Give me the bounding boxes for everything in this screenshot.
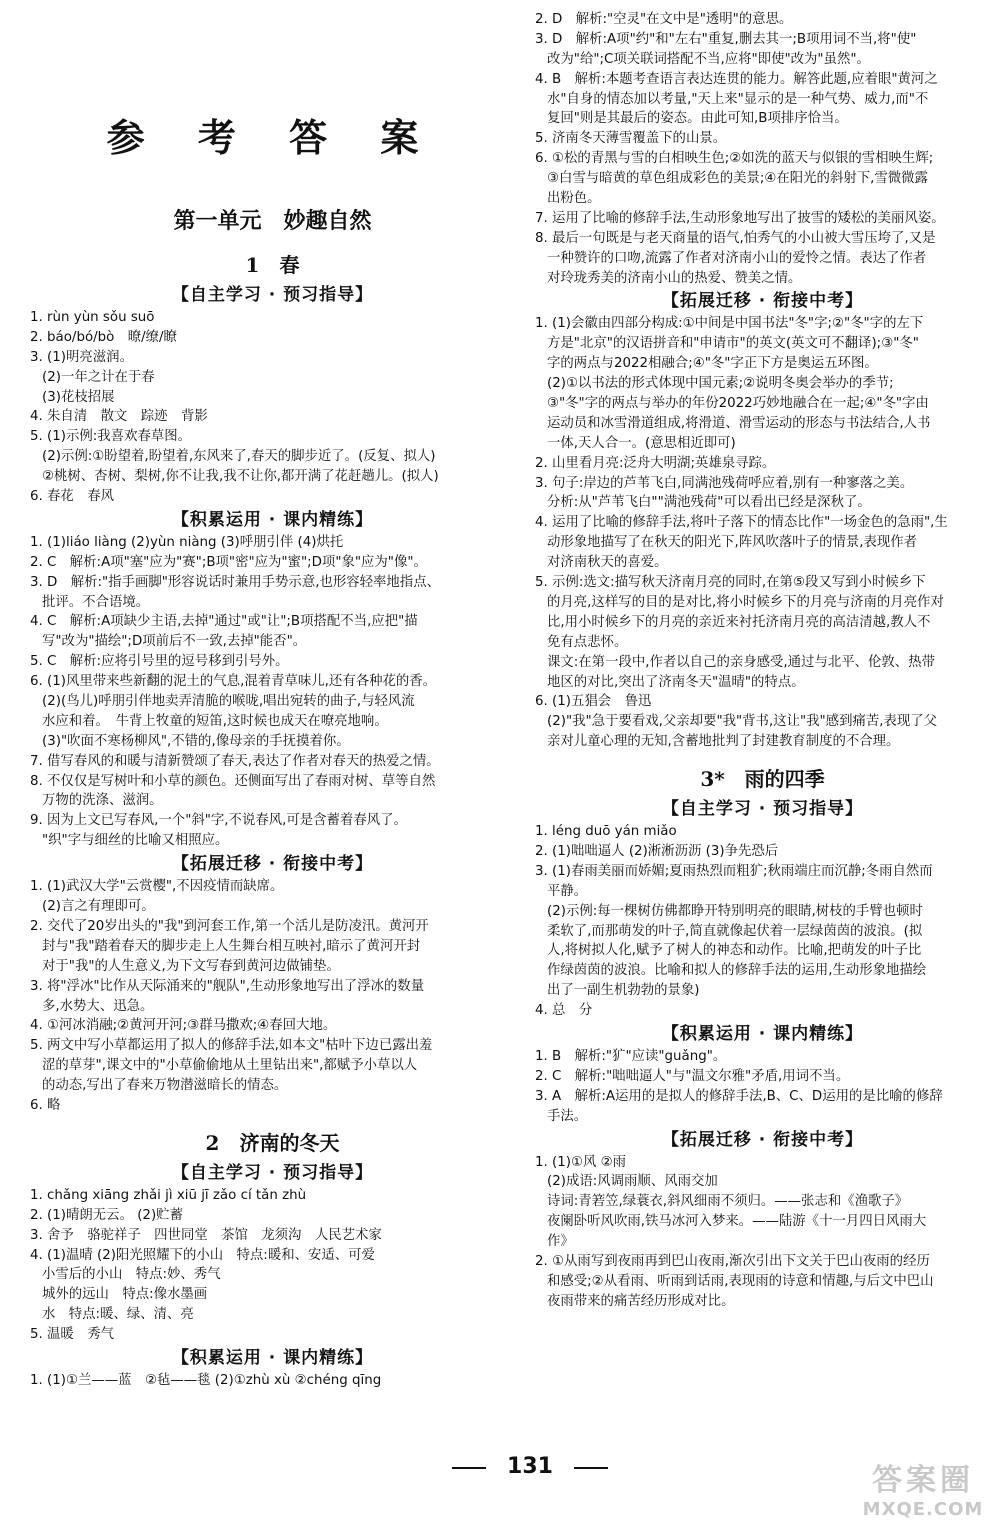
answer-line: 对玲珑秀美的济南小山的热爱、赞美之情。 [547, 270, 802, 286]
lesson-1-title: 1 春 [245, 253, 300, 277]
answer-line: (2)"我"急于要看戏,父亲却要"我"背书,这让"我"感到痛苦,表现了父 [547, 714, 938, 730]
lesson-2-title: 2 济南的冬天 [205, 1130, 340, 1155]
lesson-2-practice-answers-continued [535, 10, 990, 288]
answer-line: 分析:从"芦苇飞白""满池残荷"可以看出已经是深秋了。 [547, 495, 871, 511]
answer-line: 2. C 解析:A项"塞"应为"赛";B项"密"应为"蜜";D项"象"应为"像"。 [30, 554, 427, 570]
page-title: 参 考 答 案 [106, 115, 439, 160]
answer-line: 运动员和冰雪滑道组成,将滑道、滑雪运动的形态与书法结合,人书 [547, 415, 931, 431]
answer-line: 6. 春花 春风 [30, 489, 114, 505]
answer-line: 7. 借写春风的和暖与清新赞颂了春天,表达了作者对春天的热爱之情。 [30, 753, 440, 769]
right-column [535, 0, 990, 1312]
answer-line: 3. (1)明亮滋润。 [30, 349, 133, 365]
answer-line: (2)示例:①盼望着,盼望着,东风来了,春天的脚步近了。(反复、拟人) [42, 449, 436, 465]
answer-line: (2)示例:每一棵树仿佛都睁开特别明亮的眼睛,树枝的手臂也顿时 [547, 903, 923, 919]
answer-line: 8. 不仅仅是写树叶和小草的颜色。还侧面写出了春雨对树、草等自然 [30, 773, 436, 789]
answer-line: 涩的草芽",课文中的"小草偷偷地从土里钻出来",都赋予小草以人 [42, 1058, 418, 1074]
answer-line: 3. 将"浮冰"比作从天际涌来的"舰队",生动形象地写出了浮冰的数量 [30, 978, 425, 994]
answer-line: 一体,天人合一。(意思相近即可) [547, 435, 736, 451]
answer-line: 3. (1)春雨美丽而娇媚;夏雨热烈而粗犷;秋雨端庄而沉静;冬雨自然而 [535, 863, 933, 879]
lesson-2-preview-answers [30, 1186, 515, 1345]
answer-line: 多,水势大、迅急。 [42, 998, 154, 1014]
answer-line: "织"字与细丝的比喻又相照应。 [42, 833, 229, 849]
answer-line: 2. D 解析:"空灵"在文中是"透明"的意思。 [535, 12, 793, 27]
answer-line: 对济南秋天的喜爱。 [547, 555, 668, 571]
watermark-logo [858, 1463, 988, 1525]
answer-line: 的月亮,这样写的目的是对比,将小时候乡下的月亮与济南的月亮作对 [547, 594, 944, 610]
answer-line: 2. 交代了20岁出头的"我"到河套工作,第一个活儿是防凌汛。黄河开 [30, 918, 429, 934]
lesson-1-extend-answers [30, 877, 515, 1116]
answer-line: 2. C 解析:"咄咄逼人"与"温文尔雅"矛盾,用词不当。 [535, 1068, 850, 1084]
answer-line: 诗词:青箬笠,绿蓑衣,斜风细雨不须归。——张志和《渔歌子》 [547, 1194, 909, 1210]
answer-line: 批评。不合语境。 [42, 594, 150, 610]
answer-line: 4. (1)温晴 (2)阳光照耀下的小山 特点:暖和、安适、可爱 [30, 1247, 375, 1263]
lesson-2-extend-answers [535, 314, 990, 752]
answer-line: (2)(鸟儿)呼朋引伴地卖弄清脆的喉咙,唱出宛转的曲子,与轻风流 [42, 694, 415, 710]
section-heading-practice: 【积累运用 · 课内精练】 [171, 509, 374, 530]
answer-line: 1. chǎng xiāng zhǎi jì xiū jī zǎo cí tǎn zhù [30, 1187, 307, 1203]
section-heading-practice: 【积累运用 · 课内精练】 [661, 1023, 864, 1044]
answer-line: 免有点悲怀。 [547, 634, 628, 650]
answer-line: 5. 示例:选文:描写秋天济南月亮的同时,在第⑤段又写到小时候乡下 [535, 575, 926, 591]
answer-line: 水应和着。 牛背上牧童的短笛,这时候也成天在嘹亮地响。 [42, 713, 388, 729]
answer-line: 3. 句子:岸边的芦苇飞白,同满池残荷呼应着,别有一种寥落之美。 [535, 475, 914, 491]
answer-line: 平静。 [547, 883, 588, 899]
answer-line: ③白雪与暗黄的草色组成彩色的美景;④在阳光的斜射下,雪微微露 [547, 171, 928, 187]
answer-line: 一种赞许的口吻,流露了作者对济南小山的爱怜之情。表达了作者 [547, 250, 927, 266]
answer-line: 5. 温暖 秀气 [30, 1327, 114, 1343]
answer-line: 4. 朱自清 散文 踪迹 背影 [30, 409, 208, 425]
answer-line: 复回"则是其最后的姿态。由此可知,B项排序恰当。 [547, 111, 848, 127]
lesson-3-extend-answers [535, 1153, 990, 1312]
answer-line: 2. ①从雨写到夜雨再到巴山夜雨,渐次引出下文关于巴山夜雨的经历 [535, 1253, 930, 1269]
unit-title: 第一单元 妙趣自然 [173, 208, 372, 234]
section-heading-preview: 【自主学习 · 预习指导】 [661, 799, 864, 820]
answer-line: 1. (1)liáo liàng (2)yùn niàng (3)呼朋引伴 (4)烘托 [30, 534, 344, 550]
left-column [30, 0, 515, 1391]
answer-line: 6. ①松的青黑与雪的白相映生色;②如洗的蓝天与似银的雪相映生辉; [535, 151, 934, 167]
lesson-1-preview-answers [30, 308, 515, 507]
answer-line: 4. B 解析:本题考查语言表达连贯的能力。解答此题,应着眼"黄河之 [535, 71, 938, 87]
answer-line: 8. 最后一句既是与老天商量的语气,怕秀气的小山被大雪压垮了,又是 [535, 230, 936, 246]
answer-line: 手法。 [547, 1108, 588, 1124]
answer-line: 3. D 解析:"指手画脚"形容说话时兼用手势示意,也形容轻率地指点、 [30, 574, 440, 590]
answer-line: 3. D 解析:A项"约"和"左右"重复,删去其一;B项用词不当,将"使" [535, 31, 917, 47]
answer-line: 5. 济南冬天薄雪覆盖下的山景。 [535, 131, 727, 147]
section-heading-practice: 【积累运用 · 课内精练】 [171, 1347, 374, 1368]
answer-line: 1. (1)①风 ②雨 [535, 1154, 627, 1170]
answer-line: 字的两点与2022相融合;④"冬"字正下方是奥运五环图。 [547, 356, 878, 372]
lesson-2-practice-answers [30, 1371, 515, 1391]
answer-line: ②桃树、杏树、梨树,你不让我,我不让你,都开满了花赶趟儿。(拟人) [42, 469, 439, 485]
answer-line: 9. 因为上文已写春风,一个"斜"字,不说春风,可是含蓄着春风了。 [30, 813, 407, 829]
answer-line: 2. (1)咄咄逼人 (2)淅淅沥沥 (3)争先恐后 [535, 843, 779, 859]
page-number: 131 [470, 1452, 590, 1482]
answer-line: 柔软了,而那萌发的叶子,简直就像起伏着一层绿茵茵的波浪。(拟 [547, 923, 923, 939]
answer-line: (2)一年之计在于春 [42, 369, 155, 385]
answer-line: 1. (1)武汉大学"云赏樱",不因疫情而缺席。 [30, 879, 284, 895]
watermark-url: MXQE.COM [862, 1499, 984, 1520]
answer-line: 出了一副生机勃勃的景象) [547, 983, 700, 999]
answer-line: 夜阑卧听风吹雨,铁马冰河入梦来。——陆游《十一月四日风雨大 [547, 1214, 927, 1230]
answer-line: 6. (1)五猖会 鲁迅 [535, 694, 652, 710]
answer-line: 作绿茵茵的波浪。比喻和拟人的修辞手法的运用,生动形象地描绘 [547, 963, 927, 979]
lesson-3-preview-answers [535, 822, 990, 1021]
answer-line: 5. C 解析:应将引号里的逗号移到引号外。 [30, 654, 289, 670]
section-heading-extend: 【拓展迁移 · 衔接中考】 [661, 1129, 864, 1150]
answer-line: 对于"我"的人生意义,为下文写春到黄河边做铺垫。 [42, 958, 340, 974]
answer-line: 出粉色。 [547, 191, 601, 207]
answer-line: 水"自身的情态加以考量,"天上来"显示的是一种气势、威力,而"不 [547, 91, 929, 107]
answer-line: 亲对儿童心理的无知,含蓄地批判了封建教育制度的不合理。 [547, 734, 900, 750]
answer-line: 比,用小时候乡下的月亮的亲近来衬托济南月亮的高洁清越,教人不 [547, 614, 931, 630]
answer-line: 7. 运用了比喻的修辞手法,生动形象地写出了披雪的矮松的美丽风姿。 [535, 210, 945, 226]
answer-line: 1. (1)会徽由四部分构成:①中间是中国书法"冬"字;②"冬"字的左下 [535, 316, 924, 332]
answer-line: ③"冬"字的两点与举办的年份2022巧妙地融合在一起;④"冬"字由 [547, 396, 929, 412]
answer-line: 2. 山里看月亮:泛舟大明湖;英雄泉寻踪。 [535, 455, 776, 471]
answer-line: 小雪后的小山 特点:妙、秀气 [42, 1267, 221, 1283]
answer-line: 城外的远山 特点:像水墨画 [42, 1287, 208, 1303]
answer-line: 地区的对比,突出了济南冬天"温晴"的特点。 [547, 674, 805, 690]
answer-line: 5. (1)示例:我喜欢春草图。 [30, 429, 192, 445]
answer-line: 6. 略 [30, 1097, 61, 1113]
section-heading-extend: 【拓展迁移 · 衔接中考】 [661, 291, 864, 312]
answer-line: (3)"吹面不寒杨柳风",不错的,像母亲的手抚摸着你。 [42, 733, 350, 749]
answer-line: 和感受;②从看雨、听雨到话雨,表现雨的诗意和情趣,与后文中巴山 [547, 1273, 934, 1289]
answer-line: 4. 总 分 [535, 1003, 593, 1019]
answer-line: 5. 两文中写小草都运用了拟人的修辞手法,如本文"枯叶下边已露出羞 [30, 1038, 433, 1054]
answer-line: 的动态,写出了春来万物潜滋暗长的情态。 [42, 1078, 288, 1094]
lesson-3-title: 3* 雨的四季 [700, 767, 825, 792]
answer-line: 动形象地描写了在秋天的阳光下,阵风吹落叶子的情景,表现作者 [547, 535, 918, 551]
answer-line: 写"改为"描绘";D项前后不一致,去掉"能否"。 [42, 634, 307, 650]
answer-line: 3. A 解析:A运用的是拟人的修辞手法,B、C、D运用的是比喻的修辞 [535, 1088, 943, 1104]
watermark-text: 答案圈 [872, 1463, 974, 1498]
answer-line: 1. (1)①兰——蓝 ②毡——毯 (2)①zhù xù ②chéng qīng [30, 1372, 382, 1388]
answer-line: 作》 [547, 1234, 574, 1250]
answer-line: 2. (1)晴朗无云。 (2)贮蓄 [30, 1207, 183, 1223]
answer-line: 1. B 解析:"犷"应读"guǎng"。 [535, 1048, 727, 1064]
answer-line: 4. C 解析:A项缺少主语,去掉"通过"或"让";B项搭配不当,应把"描 [30, 614, 418, 630]
answer-line: 改为"给";C项关联词搭配不当,应将"即使"改为"虽然"。 [547, 51, 870, 67]
answer-line: 4. ①河冰消融;②黄河开河;③群马撒欢;④春回大地。 [30, 1018, 337, 1034]
section-heading-extend: 【拓展迁移 · 衔接中考】 [171, 854, 374, 875]
answer-line: 人,将树拟人化,赋予了树人的神态和动作。比喻,把萌发的叶子比 [547, 943, 922, 959]
answer-line: (2)成语:风调雨顺、风雨交加 [547, 1174, 718, 1190]
answer-line: 封与"我"踏着春天的脚步走上人生舞台相互映衬,暗示了黄河开封 [42, 938, 421, 954]
answer-line: (2)①以书法的形式体现中国元素;②说明冬奥会举办的季节; [547, 376, 894, 392]
answer-line: 4. 运用了比喻的修辞手法,将叶子落下的情态比作"一场金色的急雨",生 [535, 515, 948, 531]
answer-line: 1. léng duō yán miǎo [535, 824, 677, 840]
answer-line: 水 特点:暖、绿、清、亮 [42, 1307, 194, 1323]
lesson-1-practice-answers [30, 533, 515, 851]
lesson-3-practice-answers [535, 1047, 990, 1127]
section-heading-preview: 【自主学习 · 预习指导】 [171, 1162, 374, 1183]
answer-line: 方是"北京"的汉语拼音和"申请市"的英文(英文可不翻译);③"冬" [547, 336, 919, 352]
answer-line: 6. (1)风里带来些新翻的泥土的气息,混着青草味儿,还有各种花的香。 [30, 674, 437, 690]
answer-line: (3)花枝招展 [42, 389, 115, 405]
answer-line: 夜雨带来的痛苦经历形成对比。 [547, 1293, 735, 1309]
answer-line: (2)言之有理即可。 [42, 899, 155, 915]
answer-line: 万物的洗涤、滋润。 [42, 793, 163, 809]
answer-line: 3. 舍予 骆驼祥子 四世同堂 茶馆 龙须沟 人民艺术家 [30, 1227, 382, 1243]
section-heading-preview: 【自主学习 · 预习指导】 [171, 285, 374, 305]
answer-line: 1. rùn yùn sǒu suō [30, 310, 155, 325]
answer-line: 2. báo/bó/bò 暸/缭/瞭 [30, 329, 177, 345]
answer-line: 课文:在第一段中,作者以自己的亲身感受,通过与北平、伦敦、热带 [547, 654, 935, 670]
